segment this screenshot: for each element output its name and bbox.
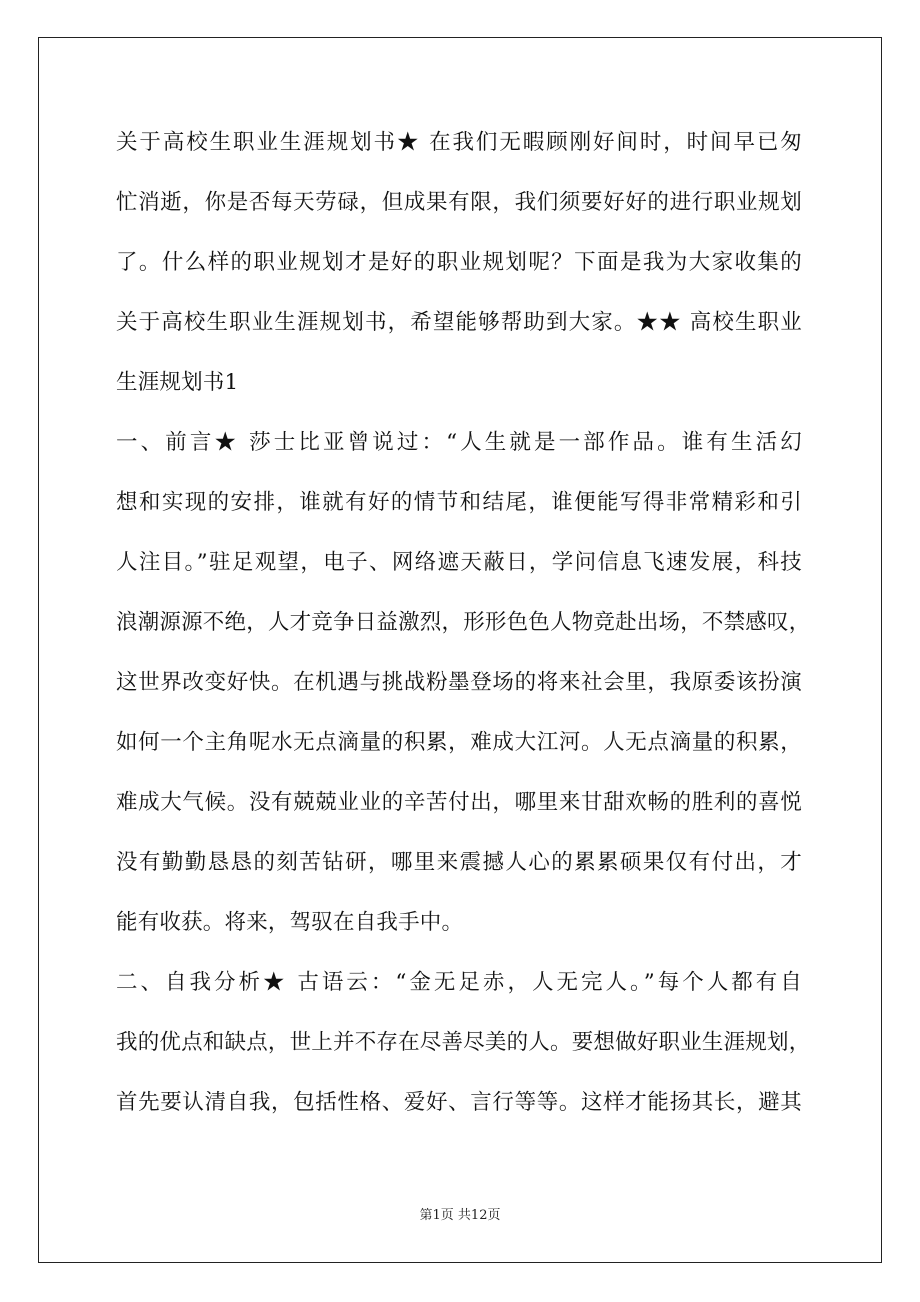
text-line: 首先要认清自我，包括性格、爱好、言行等等。这样才能扬其长，避其 <box>116 1090 802 1115</box>
text-line: 关于高校生职业生涯规划书，希望能够帮助到大家。★★ 高校生职业 <box>116 310 802 335</box>
text-line: 浪潮源源不绝，人才竞争日益激烈，形形色色人物竞赴出场，不禁感叹， <box>116 610 811 635</box>
text-line: 关于高校生职业生涯规划书★ 在我们无暇顾刚好间时，时间早已匆 <box>116 130 802 155</box>
text-line: 忙消逝，你是否每天劳碌，但成果有限，我们须要好好的进行职业规划 <box>116 190 802 215</box>
text-line: 如何一个主角呢水无点滴量的积累，难成大江河。人无点滴量的积累， <box>116 730 802 755</box>
text-line: 人注目。”驻足观望，电子、网络遮天蔽日，学问信息飞速发展，科技 <box>116 550 802 575</box>
section-heading-preface: 一、前言★ 莎士比亚曾说过：“人生就是一部作品。谁有生活幻 <box>116 430 802 455</box>
text-line: 没有勤勤恳恳的刻苦钻研，哪里来震撼人心的累累硕果仅有付出，才 <box>116 850 802 875</box>
page-footer: 第1页 共12页 <box>419 1208 501 1223</box>
section-heading-self-analysis: 二、自我分析★ 古语云：“金无足赤，人无完人。”每个人都有自 <box>116 970 802 995</box>
text-line: 能有收获。将来，驾驭在自我手中。 <box>116 910 464 935</box>
text-line: 生涯规划书1 <box>116 370 239 395</box>
text-line: 想和实现的安排，谁就有好的情节和结尾，谁便能写得非常精彩和引 <box>116 490 802 515</box>
text-line: 这世界改变好快。在机遇与挑战粉墨登场的将来社会里，我原委该扮演 <box>116 670 802 695</box>
text-line: 了。什么样的职业规划才是好的职业规划呢？下面是我为大家收集的 <box>116 250 802 275</box>
text-line: 难成大气候。没有兢兢业业的辛苦付出，哪里来甘甜欢畅的胜利的喜悦 <box>116 790 802 815</box>
text-line: 我的优点和缺点，世上并不存在尽善尽美的人。要想做好职业生涯规划， <box>116 1030 811 1055</box>
